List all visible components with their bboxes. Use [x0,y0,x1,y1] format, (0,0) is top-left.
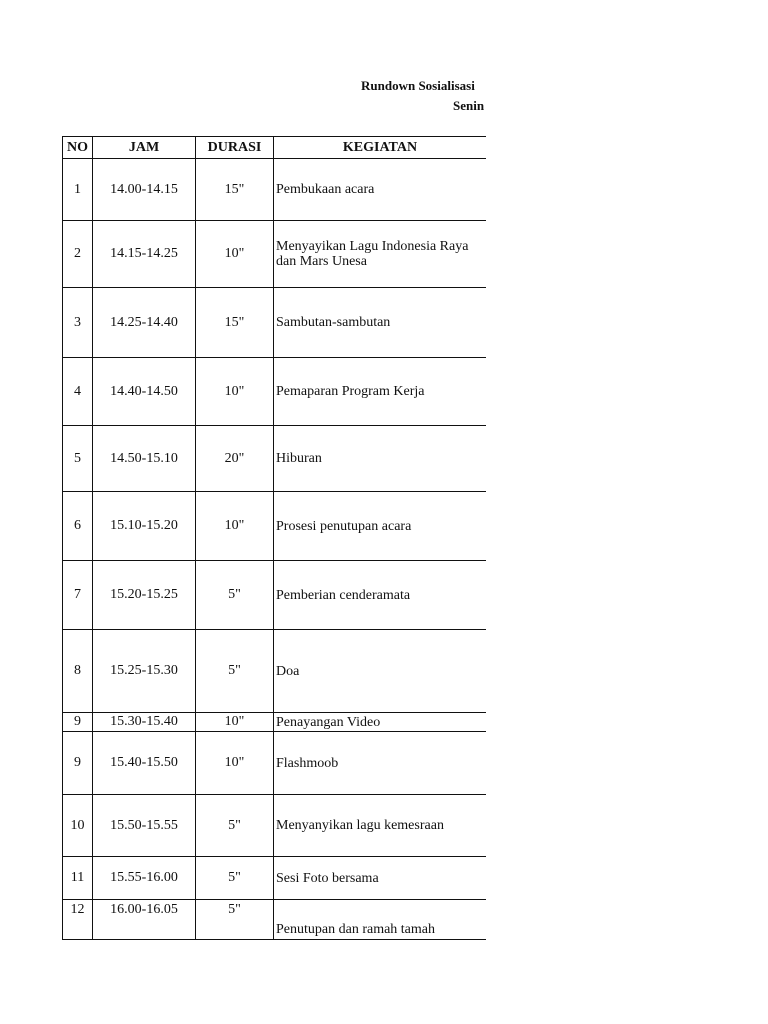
table-row [63,630,487,713]
cell-durasi: 10" [196,358,274,426]
table-row [63,795,487,857]
cell-jam: 14.40-14.50 [93,358,196,426]
cell-kegiatan: Menyayikan Lagu Indonesia Raya dan Mars Unesa [274,221,487,288]
cell-jam: 14.50-15.10 [93,426,196,492]
rundown-table [62,136,486,940]
cell-no: 9 [63,732,93,795]
table-row [63,288,487,358]
table-row [63,561,487,630]
table-row [63,713,487,732]
column-header-jam: JAM [93,137,196,159]
table-row [63,159,487,221]
cell-jam: 15.20-15.25 [93,561,196,630]
table-row [63,221,487,288]
cell-kegiatan: Pembukaan acara [274,159,487,221]
cell-durasi: 20" [196,426,274,492]
cell-durasi: 10" [196,221,274,288]
table-row [63,492,487,561]
cell-no: 7 [63,561,93,630]
cell-durasi: 5" [196,857,274,900]
cell-no: 9 [63,713,93,732]
cell-jam: 15.50-15.55 [93,795,196,857]
cell-kegiatan: Sesi Foto bersama [274,857,487,900]
table-row [63,900,487,940]
cell-jam: 14.25-14.40 [93,288,196,358]
cell-durasi: 10" [196,713,274,732]
cell-jam: 16.00-16.05 [93,900,196,940]
cell-no: 10 [63,795,93,857]
cell-jam: 14.00-14.15 [93,159,196,221]
cell-kegiatan: Hiburan [274,426,487,492]
cell-durasi: 5" [196,630,274,713]
table-row [63,732,487,795]
cell-durasi: 15" [196,159,274,221]
cell-kegiatan: Penayangan Video [274,713,487,732]
cell-no: 4 [63,358,93,426]
cell-jam: 15.10-15.20 [93,492,196,561]
cell-kegiatan: Pemberian cenderamata [274,561,487,630]
rundown-table-wrapper [62,136,486,942]
cell-no: 12 [63,900,93,940]
cell-no: 11 [63,857,93,900]
cell-no: 8 [63,630,93,713]
table-header-row [63,137,487,159]
cell-kegiatan: Sambutan-sambutan [274,288,487,358]
cell-durasi: 15" [196,288,274,358]
document-title: Rundown Sosialisasi [361,78,475,93]
document-subtitle: Senin [453,98,485,113]
cell-kegiatan: Penutupan dan ramah tamah [274,900,487,940]
cell-no: 5 [63,426,93,492]
cell-durasi: 10" [196,492,274,561]
title-area [0,70,486,130]
column-header-kegiatan: KEGIATAN [274,137,487,159]
cell-durasi: 5" [196,795,274,857]
table-row [63,358,487,426]
cell-kegiatan: Flashmoob [274,732,487,795]
cell-durasi: 5" [196,900,274,940]
cell-durasi: 10" [196,732,274,795]
table-row [63,426,487,492]
cell-no: 6 [63,492,93,561]
table-row [63,857,487,900]
cell-kegiatan: Pemaparan Program Kerja [274,358,487,426]
cell-kegiatan: Prosesi penutupan acara [274,492,487,561]
cell-kegiatan: Menyanyikan lagu kemesraan [274,795,487,857]
cell-kegiatan: Doa [274,630,487,713]
cell-durasi: 5" [196,561,274,630]
cell-no: 3 [63,288,93,358]
column-header-no: NO [63,137,93,159]
cell-no: 1 [63,159,93,221]
cell-jam: 14.15-14.25 [93,221,196,288]
cell-jam: 15.25-15.30 [93,630,196,713]
cell-jam: 15.30-15.40 [93,713,196,732]
cell-jam: 15.55-16.00 [93,857,196,900]
cell-no: 2 [63,221,93,288]
cell-jam: 15.40-15.50 [93,732,196,795]
column-header-durasi: DURASI [196,137,274,159]
